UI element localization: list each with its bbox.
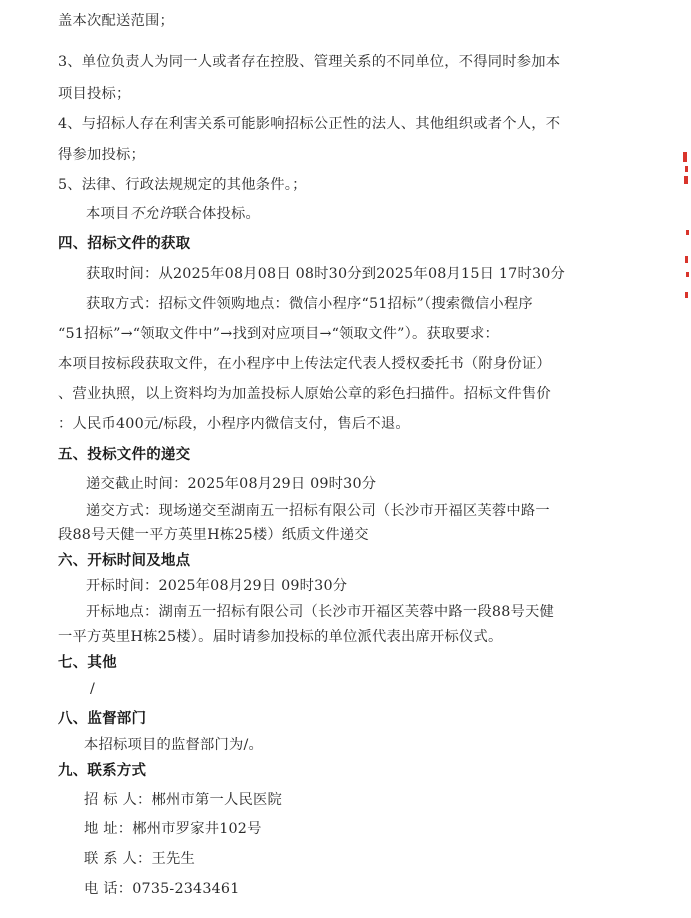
- text-line-condition-4-cont: 得参加投标；: [58, 147, 145, 163]
- text-line-opening-time: 开标时间：2025年08月29日 09时30分: [86, 578, 348, 594]
- text-line-condition-5: 5、法律、行政法规规定的其他条件。；: [58, 177, 307, 193]
- text-line-condition-3: 3、单位负责人为同一人或者存在控股、管理关系的不同单位，不得同时参加本: [58, 54, 561, 70]
- text-line-contact-phone: 电 话：0735-2343461: [84, 881, 240, 897]
- seal-edge-mark: [685, 166, 688, 172]
- section-heading-contact: 九、联系方式: [58, 763, 147, 779]
- seal-edge-mark: [685, 256, 688, 263]
- text-line-other-content: /: [90, 681, 96, 697]
- text-line-opening-location: 开标地点：湖南五一招标有限公司（长沙市开福区芙蓉中路一段88号天健: [86, 604, 554, 620]
- consortium-not-allowed: 不允许: [129, 206, 173, 222]
- section-heading-other: 七、其他: [58, 655, 117, 671]
- text-line-document-price: ：人民币400元/标段，小程序内微信支付，售后不退。: [58, 416, 410, 432]
- text-line-consortium: [86, 204, 260, 224]
- text-line-obtain-time: 获取时间：从2025年08月08日 08时30分到2025年08月15日 17时30分: [86, 266, 566, 282]
- section-heading-supervision: 八、监督部门: [58, 711, 147, 727]
- text-line-contact-address: 地 址：郴州市罗家井102号: [84, 821, 262, 837]
- section-heading-opening: 六、开标时间及地点: [58, 553, 191, 569]
- section-heading-obtain-documents: 四、招标文件的获取: [58, 236, 191, 252]
- text-line-condition-4: 4、与招标人存在利害关系可能影响招标公正性的法人、其他组织或者个人，不: [58, 116, 561, 132]
- text-line-obtain-method: 获取方式：招标文件领购地点：微信小程序“51招标”（搜索微信小程序: [86, 296, 533, 312]
- text-line-delivery-scope: 盖本次配送范围；: [58, 13, 174, 29]
- text-line-submission-deadline: 递交截止时间：2025年08月29日 09时30分: [86, 476, 377, 492]
- section-heading-submission: 五、投标文件的递交: [58, 447, 191, 463]
- text-line-submission-method: 递交方式：现场递交至湖南五一招标有限公司（长沙市开福区芙蓉中路一: [86, 503, 550, 519]
- text-line-supervision: 本招标项目的监督部门为/。: [84, 737, 263, 753]
- seal-edge-mark: [686, 230, 689, 235]
- seal-edge-mark: [684, 176, 688, 184]
- seal-edge-mark: [686, 272, 689, 277]
- text-line-contact-tenderer: 招 标 人：郴州市第一人民医院: [84, 792, 282, 808]
- text-line-condition-3-cont: 项目投标；: [58, 86, 131, 102]
- text-line-obtain-method-cont-1: “51招标”→“领取文件中”→找到对应项目→“领取文件”）。获取要求：: [58, 326, 499, 342]
- text-line-obtain-method-cont-3: 、营业执照，以上资料均为加盖投标人原始公章的彩色扫描件。招标文件售价: [58, 386, 551, 402]
- consortium-suffix: 联合体投标。: [173, 206, 260, 222]
- text-line-submission-method-cont: 段88号天健一平方英里H栋25楼）纸质文件递交: [58, 527, 369, 543]
- consortium-prefix: 本项目: [86, 206, 130, 222]
- seal-edge-mark: [683, 152, 687, 162]
- text-line-contact-person: 联 系 人：王先生: [84, 851, 195, 867]
- text-line-opening-location-cont: 一平方英里H栋25楼）。届时请参加投标的单位派代表出席开标仪式。: [58, 629, 503, 645]
- text-line-obtain-method-cont-2: 本项目按标段获取文件，在小程序中上传法定代表人授权委托书（附身份证）: [58, 356, 551, 372]
- seal-edge-mark: [685, 292, 688, 298]
